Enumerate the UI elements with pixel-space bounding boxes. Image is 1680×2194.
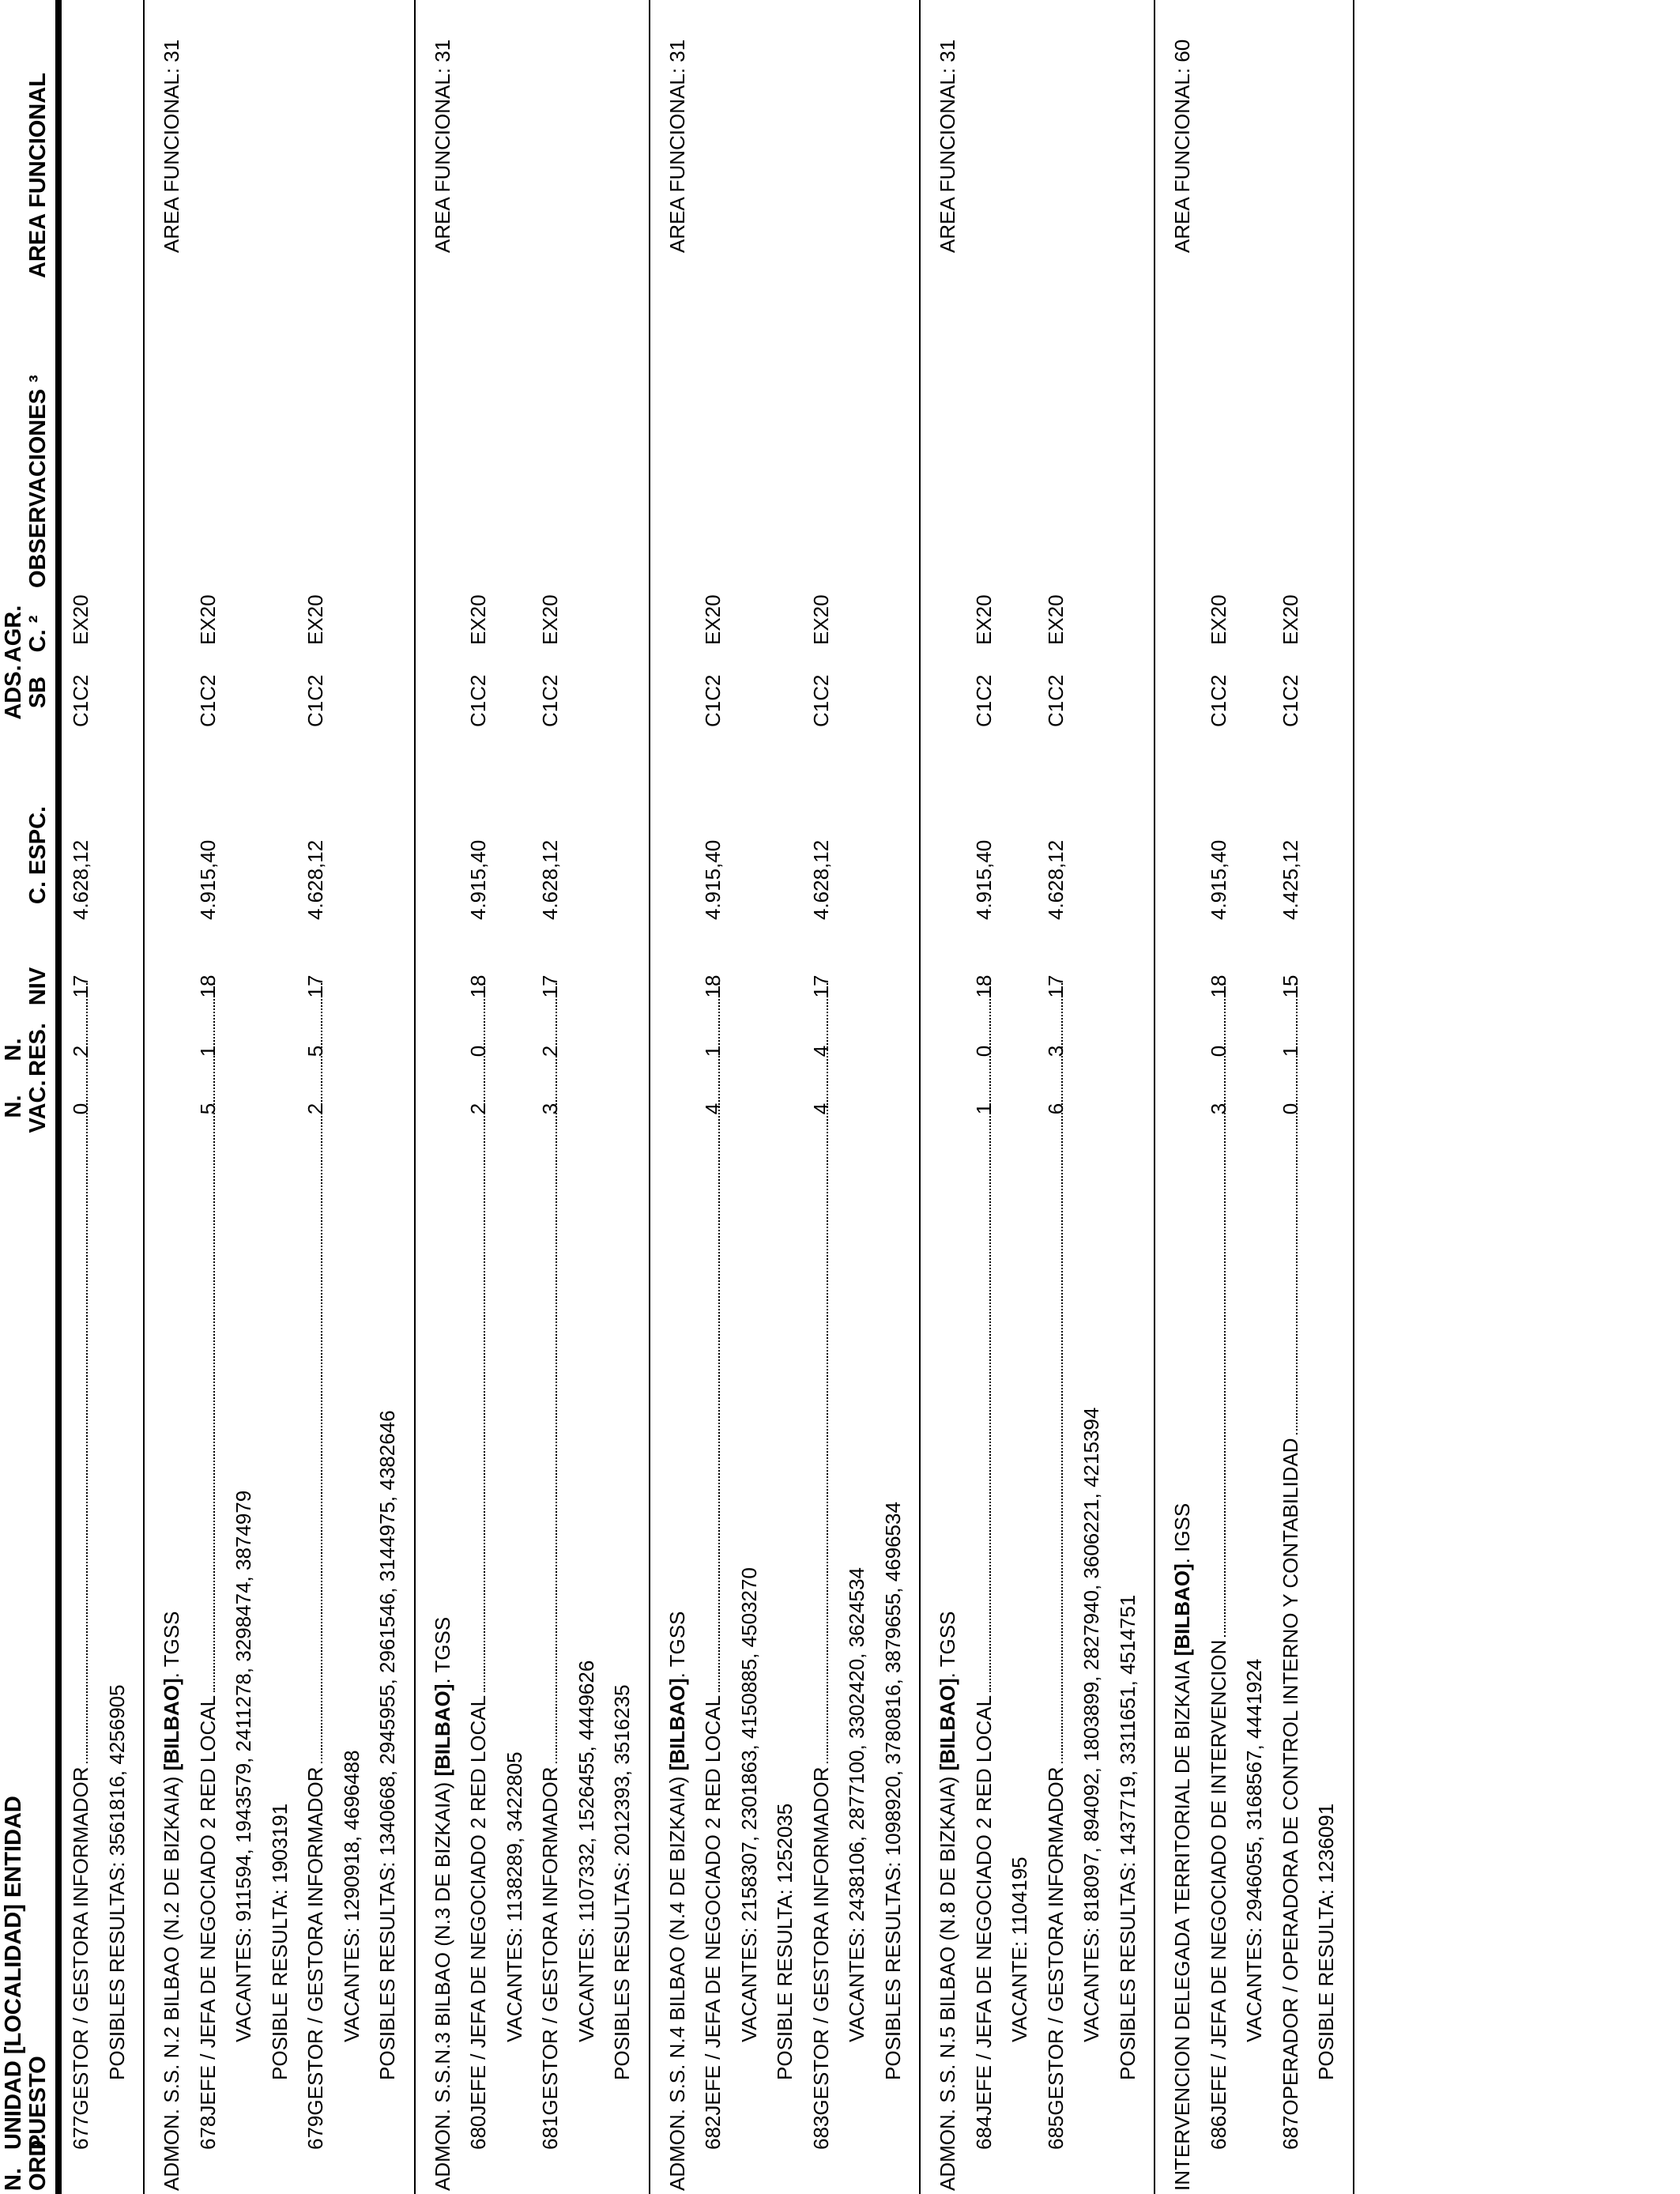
- puesto-cell: [68, 980, 93, 2150]
- n-res: 2: [538, 1045, 562, 1057]
- puesto-name: GESTOR / GESTORA INFORMADOR: [808, 1766, 833, 2116]
- dot-leader: [1224, 983, 1226, 1637]
- unit-name: INTERVENCION DELEGADA TERRITORIAL DE BIZKAIA: [1170, 1656, 1194, 2191]
- c-espc: 4.915,40: [1206, 839, 1230, 920]
- niv: 18: [971, 974, 996, 998]
- n-vac: 1: [971, 1103, 996, 1115]
- table-row: [1043, 0, 1068, 2194]
- area-funcional: AREA FUNCIONAL: 31: [936, 39, 959, 253]
- n-res: 5: [303, 1045, 327, 1057]
- detail-row: [502, 0, 527, 2194]
- agr-c: EX20: [466, 594, 490, 645]
- area-funcional: AREA FUNCIONAL: 31: [665, 39, 689, 253]
- puesto-cell: [465, 980, 491, 2150]
- detail-row: [375, 0, 400, 2194]
- n-ord: 677: [69, 2115, 92, 2150]
- puesto-name: JEFE / JEFA DE NEGOCIADO DE INTERVENCION: [1206, 1639, 1230, 2116]
- detail-text: POSIBLE RESULTA: 1252035: [773, 1803, 797, 2080]
- n-vac: 5: [195, 1103, 220, 1115]
- n-res: 1: [195, 1045, 220, 1057]
- header-n-vac: [2, 1076, 51, 1137]
- table-row: [68, 0, 93, 2194]
- detail-text: VACANTE: 1104195: [1008, 1857, 1031, 2042]
- table-row: [537, 0, 563, 2194]
- n-res: 0: [466, 1045, 490, 1057]
- c-espc: 4.628,12: [69, 839, 92, 920]
- agr-c: EX20: [971, 594, 996, 645]
- detail-row: [772, 0, 797, 2194]
- detail-row: [574, 0, 599, 2194]
- agr-c: EX20: [1043, 594, 1068, 645]
- puesto-cell: [1278, 980, 1303, 2150]
- detail-row: [609, 0, 635, 2194]
- c-espc: 4.425,12: [1278, 839, 1302, 920]
- agr-c: EX20: [1278, 594, 1302, 645]
- detail-row: [844, 0, 869, 2194]
- n-ord: 680: [466, 2115, 490, 2150]
- n-res: 3: [1043, 1045, 1068, 1057]
- c-espc: 4.915,40: [971, 839, 996, 920]
- niv: 15: [1278, 974, 1302, 998]
- n-ord: 684: [971, 2115, 996, 2150]
- detail-text: VACANTES: 1138289, 3422805: [502, 1751, 526, 2042]
- puesto-name: JEFE / JEFA DE NEGOCIADO 2 RED LOCAL: [195, 1695, 220, 2116]
- puesto-cell: [537, 980, 563, 2150]
- detail-text: VACANTES: 818097, 894092, 1803899, 2827940, 3606221, 4215394: [1079, 1407, 1103, 2042]
- n-vac: 3: [1206, 1103, 1230, 1115]
- unit-heading: [935, 1612, 960, 2191]
- niv: 17: [69, 974, 92, 998]
- n-res: 1: [1278, 1045, 1302, 1057]
- detail-text: POSIBLE RESULTA: 1236091: [1314, 1803, 1338, 2080]
- group-separator: [414, 0, 416, 2194]
- puesto-name: JEFE / JEFA DE NEGOCIADO 2 RED LOCAL: [701, 1695, 725, 2116]
- c-espc: 4.628,12: [1043, 839, 1068, 920]
- puesto-name: JEFE / JEFA DE NEGOCIADO 2 RED LOCAL: [466, 1695, 490, 2116]
- agr-c: EX20: [701, 594, 725, 645]
- ads-sb: C1C2: [1206, 674, 1230, 727]
- detail-text: VACANTES: 2438106, 2877100, 3302420, 3624534: [845, 1567, 868, 2042]
- detail-row: [231, 0, 256, 2194]
- table-row: [465, 0, 491, 2194]
- unit-heading-row: [430, 0, 455, 2194]
- detail-text: VACANTES: 2946055, 3168567, 4441924: [1242, 1658, 1266, 2042]
- c-espc: 4.628,12: [538, 839, 562, 920]
- detail-row: [736, 0, 762, 2194]
- unit-locality: [BILBAO]: [430, 1683, 454, 1777]
- puesto-name: OPERADOR / OPERADORA DE CONTROL INTERNO Y CONTABILIDAD: [1278, 1438, 1302, 2116]
- n-vac: 2: [303, 1103, 327, 1115]
- table-row: [1278, 0, 1303, 2194]
- niv: 17: [1043, 974, 1068, 998]
- header-n-res-line1: N.: [1, 1038, 26, 1061]
- n-res: 1: [701, 1045, 725, 1057]
- n-vac: 6: [1043, 1103, 1068, 1115]
- group-separator: [919, 0, 921, 2194]
- group-separator: [143, 0, 145, 2194]
- unit-entity: . IGSS: [1170, 1502, 1194, 1564]
- agr-c: EX20: [1206, 594, 1230, 645]
- niv: 17: [303, 974, 327, 998]
- header-c-espc: C. ESPC.: [25, 805, 51, 904]
- n-ord: 681: [538, 2115, 562, 2150]
- unit-heading: [665, 1612, 690, 2191]
- detail-row: [1313, 0, 1339, 2194]
- n-res: 0: [1206, 1045, 1230, 1057]
- header-n-res: [2, 1020, 51, 1080]
- detail-text: POSIBLES RESULTAS: 1340668, 2945955, 2961546, 3144975, 4382646: [375, 1410, 399, 2080]
- puesto-name: GESTOR / GESTORA INFORMADOR: [1043, 1766, 1068, 2116]
- group-separator: [1154, 0, 1155, 2194]
- ads-sb: C1C2: [1278, 674, 1302, 727]
- ads-sb: C1C2: [538, 674, 562, 727]
- c-espc: 4.915,40: [701, 839, 725, 920]
- header-puesto: PUESTO: [25, 2056, 51, 2150]
- detail-row: [1115, 0, 1140, 2194]
- n-ord: 683: [808, 2115, 833, 2150]
- detail-row: [1079, 0, 1104, 2194]
- n-ord: 687: [1278, 2115, 1302, 2150]
- unit-entity: . TGSS: [160, 1611, 183, 1679]
- group-separator: [649, 0, 650, 2194]
- detail-row: [1007, 0, 1032, 2194]
- table-row: [303, 0, 328, 2194]
- c-espc: 4.915,40: [195, 839, 220, 920]
- n-res: 2: [69, 1045, 92, 1057]
- unit-heading-row: [1170, 0, 1195, 2194]
- header-agr-line2: C. ²: [25, 615, 51, 653]
- unit-name: ADMON. S.S. N.4 BILBAO (N.4 DE BIZKAIA): [665, 1770, 689, 2191]
- header-n-res-line2: RES.: [25, 1023, 51, 1076]
- header-unidad: UNIDAD [LOCALIDAD] ENTIDAD: [1, 1796, 26, 2150]
- header-rule: [55, 0, 62, 2194]
- niv: 17: [808, 974, 833, 998]
- table-row: [700, 0, 725, 2194]
- puesto-cell: [303, 980, 328, 2150]
- n-vac: 0: [69, 1103, 92, 1115]
- detail-text: POSIBLES RESULTAS: 2012393, 3516235: [610, 1684, 634, 2080]
- detail-text: POSIBLES RESULTAS: 3561816, 4256905: [104, 1684, 129, 2080]
- niv: 18: [466, 974, 490, 998]
- detail-text: POSIBLES RESULTAS: 1437719, 3311651, 4514751: [1115, 1594, 1139, 2080]
- c-espc: 4.628,12: [303, 839, 327, 920]
- ads-sb: C1C2: [971, 674, 996, 727]
- n-res: 0: [971, 1045, 996, 1057]
- n-ord: 682: [701, 2115, 725, 2150]
- niv: 18: [195, 974, 220, 998]
- area-funcional: AREA FUNCIONAL: 60: [1170, 39, 1194, 253]
- unit-entity: . TGSS: [665, 1611, 689, 1679]
- niv: 18: [1206, 974, 1230, 998]
- unit-name: ADMON. S.S. N.5 BILBAO (N.8 DE BIZKAIA): [936, 1770, 959, 2191]
- agr-c: EX20: [538, 594, 562, 645]
- header-niv: NIV: [25, 967, 51, 1006]
- detail-text: VACANTES: 1290918, 4696488: [339, 1750, 363, 2042]
- unit-heading: [1170, 1503, 1195, 2191]
- puesto-name: JEFE / JEFA DE NEGOCIADO 2 RED LOCAL: [971, 1695, 996, 2116]
- n-ord: 678: [195, 2115, 220, 2150]
- puesto-name: GESTOR / GESTORA INFORMADOR: [538, 1766, 562, 2116]
- puesto-name: GESTOR / GESTORA INFORMADOR: [303, 1766, 327, 2116]
- unit-name: ADMON. S.S.N.3 BILBAO (N.3 DE BIZKAIA): [430, 1776, 454, 2191]
- n-vac: 4: [701, 1103, 725, 1115]
- detail-text: VACANTES: 2158307, 2301863, 4150885, 4503270: [736, 1567, 761, 2042]
- table-row: [195, 0, 220, 2194]
- puesto-cell: [971, 980, 996, 2150]
- detail-row: [267, 0, 292, 2194]
- unit-heading-row: [665, 0, 690, 2194]
- unit-heading-row: [935, 0, 960, 2194]
- ads-sb: C1C2: [1043, 674, 1068, 727]
- ads-sb: C1C2: [701, 674, 725, 727]
- table-row: [1206, 0, 1231, 2194]
- table-row: [808, 0, 834, 2194]
- header-n-vac-line2: VAC.: [25, 1080, 51, 1133]
- ads-sb: C1C2: [303, 674, 327, 727]
- ads-sb: C1C2: [195, 674, 220, 727]
- table-row: [971, 0, 996, 2194]
- header-area-funcional: AREA FUNCIONAL: [25, 73, 51, 278]
- c-espc: 4.915,40: [466, 839, 490, 920]
- unit-heading: [159, 1612, 184, 2191]
- unit-name: ADMON. S.S. N.2 BILBAO (N.2 DE BIZKAIA): [160, 1770, 183, 2191]
- detail-text: POSIBLES RESULTAS: 1098920, 3780816, 3879655, 4696534: [880, 1502, 905, 2080]
- puesto-cell: [700, 980, 725, 2150]
- ads-sb: C1C2: [808, 674, 833, 727]
- agr-c: EX20: [195, 594, 220, 645]
- header-unidad-puesto: [2, 1796, 51, 2150]
- n-vac: 4: [808, 1103, 833, 1115]
- header-agr-c: [2, 602, 51, 665]
- agr-c: EX20: [69, 594, 92, 645]
- puesto-cell: [808, 980, 834, 2150]
- unit-heading-row: [159, 0, 184, 2194]
- area-funcional: AREA FUNCIONAL: 31: [430, 39, 454, 253]
- n-res: 4: [808, 1045, 833, 1057]
- unit-locality: [BILBAO]: [665, 1678, 689, 1771]
- n-ord: 686: [1206, 2115, 1230, 2150]
- header-ads-sb: [2, 661, 51, 724]
- agr-c: EX20: [303, 594, 327, 645]
- detail-text: POSIBLE RESULTA: 1903191: [267, 1803, 292, 2080]
- header-observaciones: OBSERVACIONES ³: [25, 375, 51, 588]
- puesto-cell: [1206, 980, 1231, 2150]
- n-ord: 679: [303, 2115, 327, 2150]
- detail-row: [880, 0, 906, 2194]
- c-espc: 4.628,12: [808, 839, 833, 920]
- header-agr-line1: AGR.: [1, 605, 26, 663]
- unit-entity: . TGSS: [430, 1616, 454, 1684]
- n-vac: 2: [466, 1103, 490, 1115]
- n-ord: 685: [1043, 2115, 1068, 2150]
- group-separator: [1353, 0, 1354, 2194]
- unit-entity: . TGSS: [936, 1611, 959, 1679]
- header-ads-line2: SB: [25, 676, 51, 709]
- header-n-vac-line1: N.: [1, 1095, 26, 1118]
- header-n-ord-line1: N.: [1, 2168, 26, 2191]
- puesto-cell: [1043, 980, 1068, 2150]
- n-vac: 0: [1278, 1103, 1302, 1115]
- agr-c: EX20: [808, 594, 833, 645]
- niv: 17: [538, 974, 562, 998]
- puesto-name: GESTOR / GESTORA INFORMADOR: [69, 1766, 92, 2116]
- area-funcional: AREA FUNCIONAL: 31: [160, 39, 183, 253]
- detail-text: VACANTES: 1107332, 1526455, 4449626: [574, 1660, 598, 2042]
- header-n-ord-line2: ORD.: [25, 2133, 51, 2191]
- detail-row: [339, 0, 364, 2194]
- detail-text: VACANTES: 911594, 1943579, 2411278, 3298474, 3874979: [232, 1490, 255, 2042]
- detail-row: [1241, 0, 1267, 2194]
- puesto-cell: [195, 980, 220, 2150]
- niv: 18: [701, 974, 725, 998]
- unit-locality: [BILBAO]: [160, 1678, 183, 1771]
- unit-heading: [430, 1617, 455, 2191]
- header-ads-line1: ADS.: [1, 665, 26, 720]
- unit-locality: [BILBAO]: [1170, 1563, 1194, 1657]
- detail-row: [104, 0, 130, 2194]
- ads-sb: C1C2: [466, 674, 490, 727]
- unit-locality: [BILBAO]: [936, 1678, 959, 1771]
- n-vac: 3: [538, 1103, 562, 1115]
- ads-sb: C1C2: [69, 674, 92, 727]
